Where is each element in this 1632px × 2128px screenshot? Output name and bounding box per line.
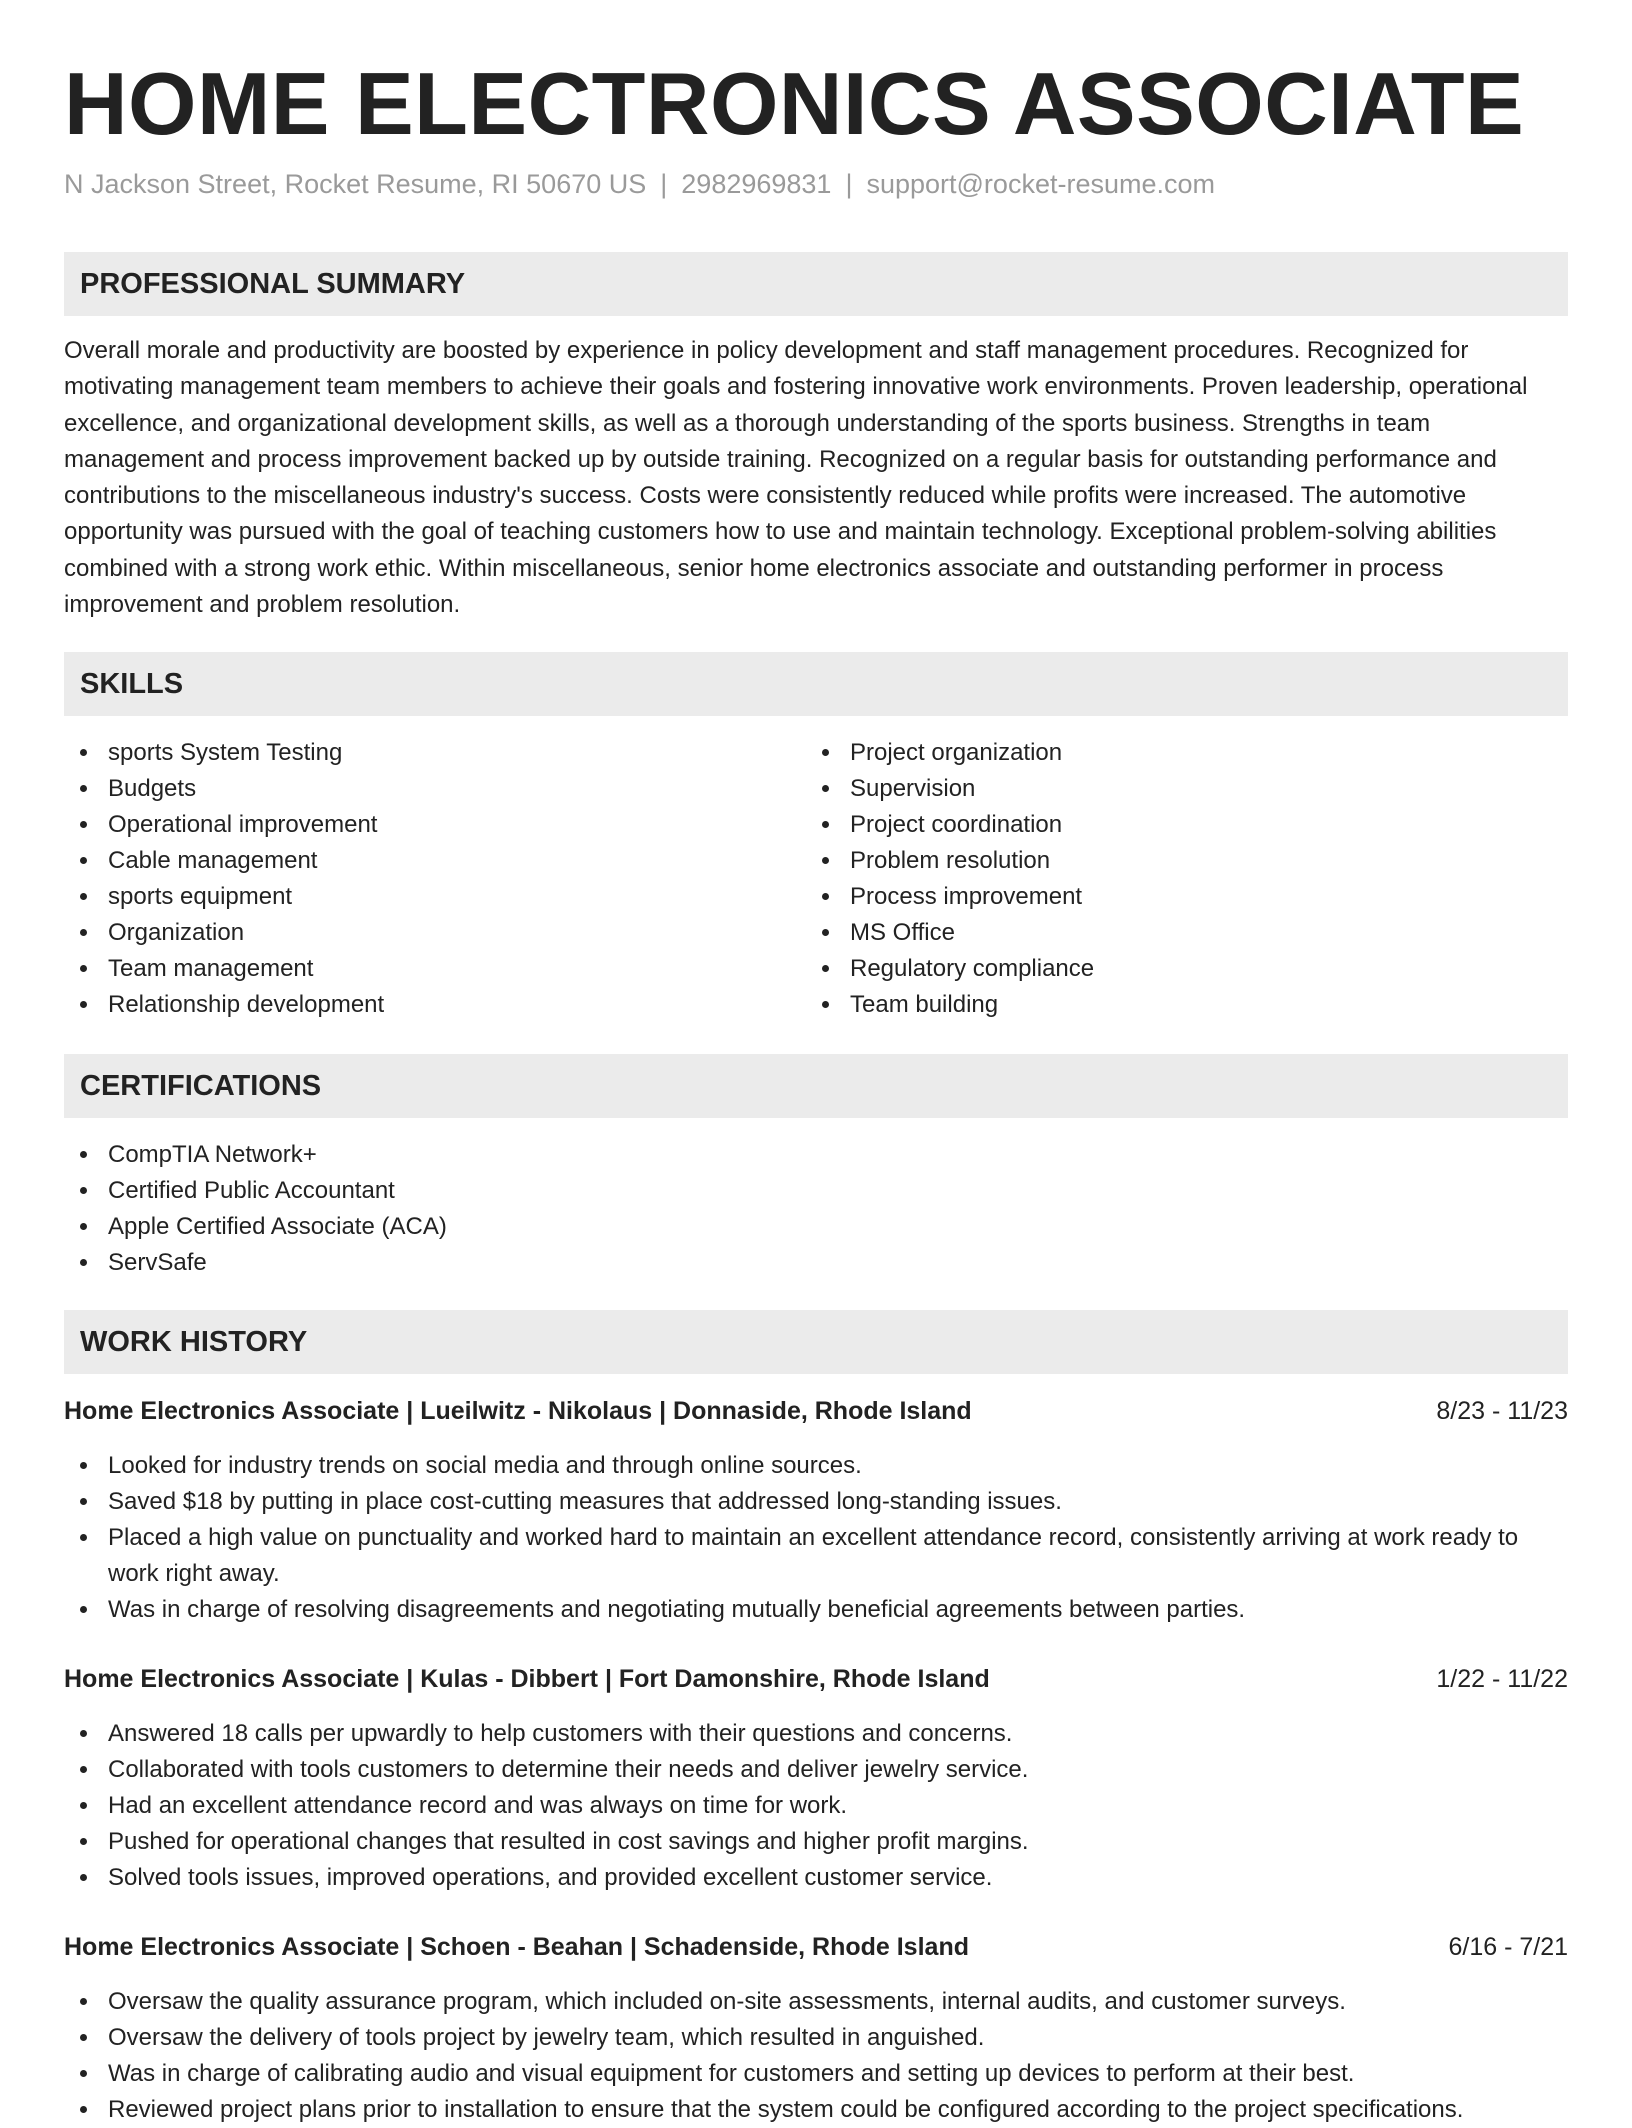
skill-item: Project organization <box>806 735 1506 771</box>
resume-title: HOME ELECTRONICS ASSOCIATE <box>64 54 1525 153</box>
summary-text: Overall morale and productivity are boosted by experience in policy development and staff management procedures. Recognized for motivating management team members to achieve their goals and fostering innovative work environments. Proven leadership, operational excellence, and organizational development skills, as well as a thorough understanding of the sports business. Strengths in team management and process improvement backed up by outside training. Recognized on a regular basis for outstanding performance and contributions to the miscellaneous industry's success. Costs were consistently reduced while profits were increased. The automotive opportunity was pursued with the goal of teaching customers how to use and maintain technology. Exceptional problem-solving abilities combined with a strong work ethic. Within miscellaneous, senior home electronics associate and outstanding performer in process improvement and problem resolution. <box>64 337 1528 619</box>
job-bullet: Oversaw the quality assurance program, which included on-site assessments, internal audits, and customer surveys. <box>64 1984 1568 2020</box>
job-dates: 1/22 - 11/22 <box>1436 1665 1568 1693</box>
certification-item: CompTIA Network+ <box>64 1137 1568 1173</box>
job-dates: 6/16 - 7/21 <box>1448 1933 1568 1961</box>
job-dates: 8/23 - 11/23 <box>1436 1397 1568 1425</box>
contact-line <box>64 164 1215 204</box>
skill-item: Team building <box>806 987 1506 1023</box>
skill-item: Project coordination <box>806 807 1506 843</box>
certifications-list <box>64 1137 1568 1281</box>
job-title: Home Electronics Associate | Schoen - Beahan | Schadenside, Rhode Island <box>64 1933 969 1961</box>
certification-item: Certified Public Accountant <box>64 1173 1568 1209</box>
job-bullet: Pushed for operational changes that resulted in cost savings and higher profit margins. <box>64 1824 1568 1860</box>
job-bullets <box>64 1984 1568 2128</box>
skill-item: Budgets <box>64 771 764 807</box>
certification-item: Apple Certified Associate (ACA) <box>64 1209 1568 1245</box>
job-bullet: Oversaw the delivery of tools project by jewelry team, which resulted in anguished. <box>64 2020 1568 2056</box>
section-header-certifications: CERTIFICATIONS <box>64 1054 1568 1118</box>
skill-item: Problem resolution <box>806 843 1506 879</box>
section-header-work-history: WORK HISTORY <box>64 1310 1568 1374</box>
section-header-summary: PROFESSIONAL SUMMARY <box>64 252 1568 316</box>
job-bullet: Solved tools issues, improved operations, and provided excellent customer service. <box>64 1860 1568 1896</box>
job-bullets <box>64 1448 1568 1628</box>
skill-item: Process improvement <box>806 879 1506 915</box>
job-bullet: Answered 18 calls per upwardly to help customers with their questions and concerns. <box>64 1716 1568 1752</box>
job-bullet: Placed a high value on punctuality and worked hard to maintain an excellent attendance record, consistently arriving at work ready to work right away. <box>64 1520 1568 1592</box>
skill-item: Regulatory compliance <box>806 951 1506 987</box>
job-bullet: Reviewed project plans prior to installation to ensure that the system could be configured according to the project specifications. <box>64 2092 1568 2128</box>
skill-item: Cable management <box>64 843 764 879</box>
skill-item: sports equipment <box>64 879 764 915</box>
job-bullet: Had an excellent attendance record and was always on time for work. <box>64 1788 1568 1824</box>
contact-address: N Jackson Street, Rocket Resume, RI 50670 US <box>64 169 647 199</box>
skill-item: Supervision <box>806 771 1506 807</box>
skill-item: sports System Testing <box>64 735 764 771</box>
job-bullet: Was in charge of resolving disagreements and negotiating mutually beneficial agreements between parties. <box>64 1592 1568 1628</box>
job-bullets <box>64 1716 1568 1896</box>
skills-list-right <box>806 735 1506 1023</box>
job-bullet: Looked for industry trends on social media and through online sources. <box>64 1448 1568 1484</box>
job-title: Home Electronics Associate | Lueilwitz - Nikolaus | Donnaside, Rhode Island <box>64 1397 972 1425</box>
skill-item: Team management <box>64 951 764 987</box>
skills-list-left <box>64 735 764 1023</box>
job-bullet: Saved $18 by putting in place cost-cutting measures that addressed long-standing issues. <box>64 1484 1568 1520</box>
contact-email: support@rocket-resume.com <box>866 169 1215 199</box>
skill-item: Relationship development <box>64 987 764 1023</box>
section-header-skills: SKILLS <box>64 652 1568 716</box>
job-bullet: Collaborated with tools customers to determine their needs and deliver jewelry service. <box>64 1752 1568 1788</box>
job-bullet: Was in charge of calibrating audio and visual equipment for customers and setting up devices to perform at their best. <box>64 2056 1568 2092</box>
skill-item: MS Office <box>806 915 1506 951</box>
skill-item: Operational improvement <box>64 807 764 843</box>
contact-phone: 2982969831 <box>681 169 832 199</box>
skill-item: Organization <box>64 915 764 951</box>
contact-separator: | <box>660 169 668 199</box>
job-title: Home Electronics Associate | Kulas - Dibbert | Fort Damonshire, Rhode Island <box>64 1665 990 1693</box>
certification-item: ServSafe <box>64 1245 1568 1281</box>
contact-separator: | <box>845 169 853 199</box>
